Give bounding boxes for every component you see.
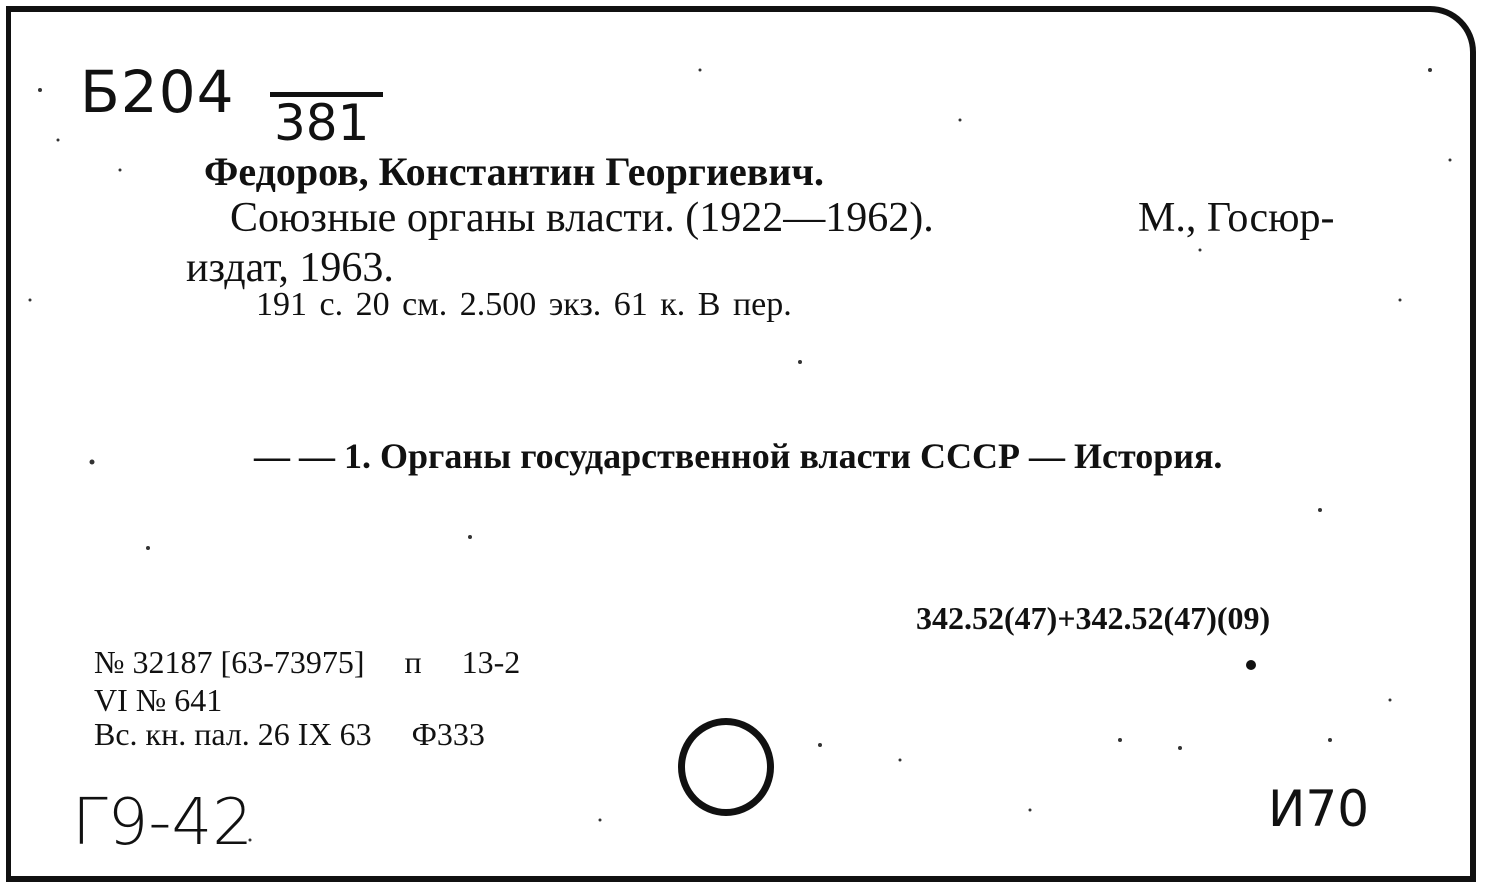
handwritten-code-left: Г9-42 [72, 786, 253, 860]
registration-line-1 [94, 644, 520, 681]
registration-line-2: VI № 641 [94, 682, 223, 718]
book-title: Союзные органы власти. (1922—1962). [230, 195, 934, 241]
f-code: Ф333 [411, 716, 485, 752]
registration-code: п [404, 644, 422, 680]
shelf-mark-sub: 381 [270, 92, 383, 149]
ink-dot [1246, 660, 1256, 670]
registration-number: № 32187 [63-73975] [94, 644, 365, 680]
handwritten-code-right: И70 [1268, 780, 1370, 838]
registration-line-3 [94, 716, 485, 753]
imprint-publisher: издат, 1963. [186, 245, 394, 291]
circle-stamp [678, 718, 774, 816]
author-heading: Федоров, Константин Георгиевич. [204, 149, 824, 194]
imprint-place: М., Госюр- [1138, 195, 1335, 241]
registration-range: 13-2 [461, 644, 521, 680]
chamber-date: Вс. кн. пал. 26 IX 63 [94, 716, 372, 752]
shelf-mark: Б204 [80, 58, 235, 126]
classification-code: 342.52(47)+342.52(47)(09) [916, 600, 1271, 636]
collation: 191 с. 20 см. 2.500 экз. 61 к. В пер. [256, 286, 792, 323]
subject-tracing: — — 1. Органы государственной власти СССР — История. [254, 436, 1223, 476]
